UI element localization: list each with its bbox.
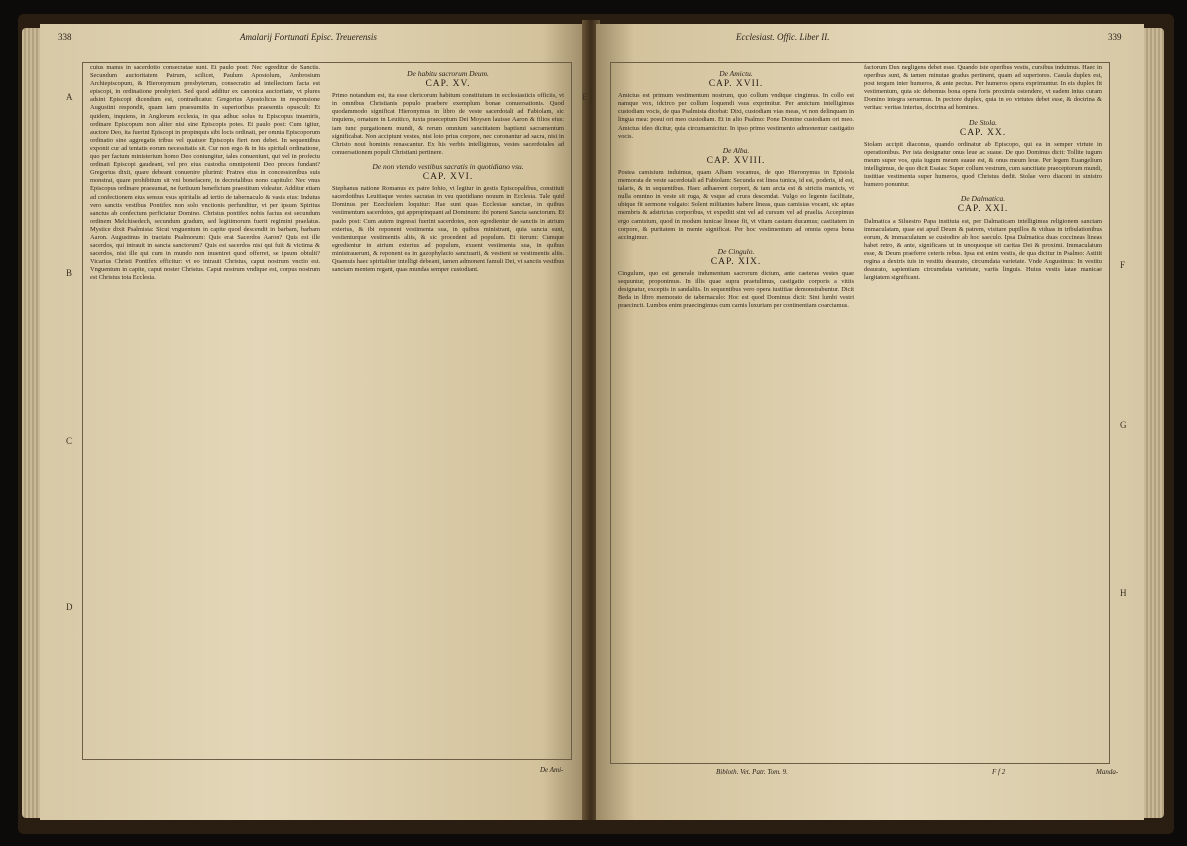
- left-cap-xvi: CAP. XVI.: [422, 172, 474, 183]
- right-running-head: Ecclesiast. Offic. Liber II.: [736, 32, 830, 42]
- right-column-1: [618, 64, 854, 758]
- right-cap-xx-text: Stolam accipit diaconus, quando ordinatur ab Episcopo, qui ea in semper virtute in operationibus. Per ista designatur onus leue ac suaue. De quo Dominus dicit: Tollite iugum meum super vos, quia iugum meum suaue est, & onus meum leue. Per legem Euangelium intelligimus, de quo dicit Esaias: Super collum vestrum, cum sanctitate praeceptorum mundi, iustitiae vestimenta super humeros, quod Christus dedit. Stolae vero diaconi in sinistro humero ponuntur.: [864, 140, 1102, 189]
- left-cap-xv: CAP. XV.: [425, 79, 471, 90]
- margin-letter-b: B: [66, 268, 73, 278]
- left-heading-xvi: De non vtendo vestibus sacratis in quotidiano vsu.: [372, 161, 524, 171]
- right-cap-xviii: CAP. XVIII.: [706, 155, 766, 166]
- margin-letter-h: H: [1120, 588, 1127, 598]
- right-column-2: [864, 64, 1102, 758]
- right-cap-xvii: CAP. XVII.: [708, 79, 764, 90]
- right-cap-xx: CAP. XX.: [959, 127, 1007, 138]
- right-col2-text: factorum Dux negligens debet esse. Quando iste operibus vestis, cursibus induimus. Haec in operibus sunt, & tamen minutae gradus pertinent, quam ad superiores. Casula duplex est, post tergum inter humeros, & ante pectus. Per humeros opera exprimuntur. In eis duplex fit vestimentum, quia sic debemus bona opera foris proximis ostendere, vt eadem intus curam Domino integra seruemus. In pectore duplex, quia in eo virtutes debet esse, & doctrina & veritas: veritas interius, doctrina ad homines.: [864, 64, 1102, 112]
- left-running-head: Amalarij Fortunati Episc. Treuerensis: [240, 32, 377, 42]
- left-catchword: De Ami-: [540, 766, 564, 774]
- right-catchword: Manda-: [1096, 768, 1119, 776]
- left-heading-xv: De habitu sacrorum Deum.: [407, 69, 489, 78]
- right-heading-xxi: De Dalmatica.: [960, 194, 1006, 204]
- margin-letter-e: E: [582, 92, 588, 102]
- right-cap-xxi: CAP. XXI.: [957, 204, 1009, 215]
- right-heading-xix: De Cingulo.: [717, 246, 755, 256]
- margin-letter-c: C: [66, 436, 73, 446]
- margin-letter-a: A: [66, 92, 73, 102]
- left-col1-text: cuius manus in sacerdotio consecratae sunt. Et paulo post: Nec egreditur de Sanctis. Secundum auctoritatem Patrum, scilicet, Paulum Apostolum, Ambrosium Archiepiscopum, & Hieronymum presbyterum, consecratio ad intellectum facta est episcopi, in ordinatione presbyteri. Sed quod additur ex canonica auctoritate, vt plures adsint Episcopi dicendum est, contradicatur. Gregorius Apostolicus in responsione Augustini respondit, quam iam praesumitis in superioribus praesentis opusculi: Et quidem, inquiens, in Anglorum ecclesia, in qua adhuc solus tu Episcopus inueniris, ordinare Episcopum non aliter nisi sine Episcopis potes. Et paulo post: Cum igitur, auctore Deo, ita fuerint Episcopi in propinquis sibi locis ordinati, per omnia Episcoporum ordinatio sine aggregatis tribus vel quatuor Episcopis fieri non debet. In sequentibus exponit cur ad tentatis eorum necessitatis sit. Cur non ergo & in his spiritali ordinatione, quo per factum ministerium homo Deo coniungitur, tales conueniunt, qui vel in profectu ordinati Episcopi gaudeant, vel pro eius custodia omnipotenti Deo preces fundant? Gregorius dixit, quare debeant conuenire plurimi: Fratres eius in concessionibus suis monstrat, quare prohibitum sit vni bonefacere, in decretalibus nono capitulo: Nec vnus Episcopus ordinare praesumat, ne furtiuum beneficium praestitum videatur. Additur etiam ad confectionem eius sensus vsus spiritalis ad tertio de tabernaculo & vasis eius: Indutus vero sanctis vestibus Pontifex non solo vnctionis perfunditur, vt per ipsum Spiritus sanctus ab confectum perficiatur Domino. Christus pontifex nobis factus est secundum ordinem Melchisedech, secundum gradum, sed legitimorum fuerit regimini praelatus. Mystice dixit Psalmista: Sicut vnguentum in capite quod descendit in barbam, barbam Aaron. Augustinus in tractatu Psalmorum: Quis erat Sacerdos Aaron? Quis est ille sacerdos, qui intrauit in sancta sanctorum? Quis est sacerdos nisi qui fuit & victima & sacerdos, nisi ille qui cum in mundo non inueniret quod offerret, se ipsum obtulit? Vicarius Christi Pontifex efficitur: vt eo intrauit Christus, caput nostrum vnctio est. Vnguentum in capite, caput noster Christus. Caput nostrum vndique est, corpus nostrum est Christus tota Ecclesia.: [90, 64, 320, 282]
- left-cap-xv-text: Primo notandum est, ita esse clericorum habitum constitutum in ecclesiasticis officiis, vt in omnibus Christianis populo praebere exemplum bonae conuersationis. Quod quodammodo significat Hieronymus in libro de veste sacerdotali ad Fabiolam, sic inquiens, ornatum in Leuitico, iuxta praeceptum Dei Moysen lauisse Aaron & filios eius: iam tunc purgationem mundi, & rerum omnium sanctitatem baptismi sacramentum significabat. Non accipiunt vestes, nisi loto prius corpore, nec coronantur ad sacra, nisi in Christo noui hominis renascantur. Ex his verbis intelligimus, vestes sacerdotales ad conuersationem populi Christiani pertinere.: [332, 92, 564, 156]
- right-page: [582, 24, 1144, 820]
- right-cap-xxi-text: Dalmatica a Siluestro Papa instituta est, per Dalmaticam intelligimus religionem sanctam immaculatam, quae est apud Deum & patrem, visitare pupillos & viduas in tribulationibus eorum, & immaculatum se custodire ab hoc saeculo. Ipsa Dalmatica duas coccineas lineas habet retro, & ante, significans ut in unoquoque sit caritas Dei & proximi. Immaculatum esse, & Deum praeferre ceteris rebus. Ipsa est enim vestis, de qua dicitur in Psalmo: Astitit regina a dextris tuis in vestitu deaurato, circumdata varietate. Vnde Augustinus: In vestitu deaurato, sapientiam circumdata varietate, variis linguis. Huius vestis latae manicae largitatem significant.: [864, 217, 1102, 282]
- margin-letter-g: G: [1120, 420, 1127, 430]
- right-heading-xvii: De Amictu.: [719, 69, 753, 78]
- margin-letter-d: D: [66, 602, 73, 612]
- left-column-2: [332, 64, 564, 754]
- right-cap-xvii-text: Amictus est primum vestimentum nostrum, quo collum vndique cingimus. In collo est namque vox, idcirco per collum loquendi vsus exprimitur. Per amictum intelligimus custodiam vocis, de qua Psalmista dicebat: Dixi, custodiam vias meas, vt non delinquam in lingua mea: posui ori meo custodiam. Et in alio Psalmo: Pone Domine custodiam ori meo. Amictus ideo dicitur, quia circumamicitur. In ipso primo vestimento admonemur castigatio vocis.: [618, 92, 854, 140]
- right-signature-line: Bibloth. Vet. Patr. Tom. 9.: [716, 768, 788, 776]
- right-page-number: 339: [1108, 32, 1122, 42]
- left-page: [40, 24, 586, 820]
- left-page-number: 338: [58, 32, 72, 42]
- right-cap-xviii-text: Postea camisium induimus, quam Albam vocamus, de quo Hieronymus in Epistola memorata de veste sacerdotali ad Fabiolam: Secunda est linea tunica, id est, poderis, id est, talaris, & in sequentibus. Haec adhaerent corpori, & tam arcta est & strictis manicis, vt nulla omnino in veste sit ruga, & vsque ad crura descendat. Vulgo eo legente facilitate, ubique fit sermone vulgato: Solent militantes habere lineas, quas camisias vocant, sic aptas membris & adstrictas corporibus, vt expediti sint vel ad cursum vel ad praelia. Accepimus ergo camisium, quod in modum tunicae lineae fit, vt vitam castam ducamus; castitatem in corpore, & puritatem in mente significat. Per hoc vestimentum ad omnia opera bona accingimur.: [618, 168, 854, 241]
- right-heading-xx: De Stola.: [969, 117, 997, 127]
- right-signature-mark: F f 2: [992, 768, 1006, 776]
- left-cap-xvi-text: Stephanus natione Romanus ex patre Iohio, vt legitur in gestis Episcopalibus, constituit sacerdotibus Leuitisque vestes sacratas in vsu quotidiano nouum in Ecclesia. Tale quid Dominus per Ezechielem loquitur: Hae sunt quas Ecclesiae sanctae, in quibus vestimentum sacerdotes, qui appropinquant ad Dominum: ibi ponent Sancta sanctorum. Et paulo post: Cum autem ingressi fuerint sacerdotes, non egredientur de sanctis in atrium exterius, & ibi reponent vestimenta sua, in quibus ministrant, quia sancta sunt, vestienturque vestimentis aliis, & sic procedent ad populum. Et iterum: Cumque egredientur in atrium exterius ad populum, exuent vestimenta sua, in quibus ministrauerunt, & reponent ea in gazophylacio sanctuarii, & vestient se vestimentis aliis. Quamuis haec spiritaliter intelligi debeant, tamen admonent famuli Dei, vt sanctis vestibus sanctam mentem regant, quas mundas semper custodiant.: [332, 185, 564, 274]
- left-column-1: [90, 64, 320, 754]
- right-cap-xix-text: Cingulum, quo est generale indumentum sacrorum dictum, ante caeteras vestes quae sequuntur, proponimus. In illis quae supra praetulimus, castigatio corporis a vitiis designatur, exceptis in sandaliis. In sequentibus vero opera iustitiae demonstrabuntur. Dicit Beda in libro memorato de tabernaculo: Hoc est quod Dominus dicit: Sint lumbi vestri praecincti. Lumbos enim praecingimus cum carnis luxuriam per continentiam coarctamus.: [618, 269, 854, 310]
- right-heading-xviii: De Alba.: [722, 145, 750, 155]
- margin-letter-f: F: [1120, 260, 1126, 270]
- right-cap-xix: CAP. XIX.: [710, 256, 762, 267]
